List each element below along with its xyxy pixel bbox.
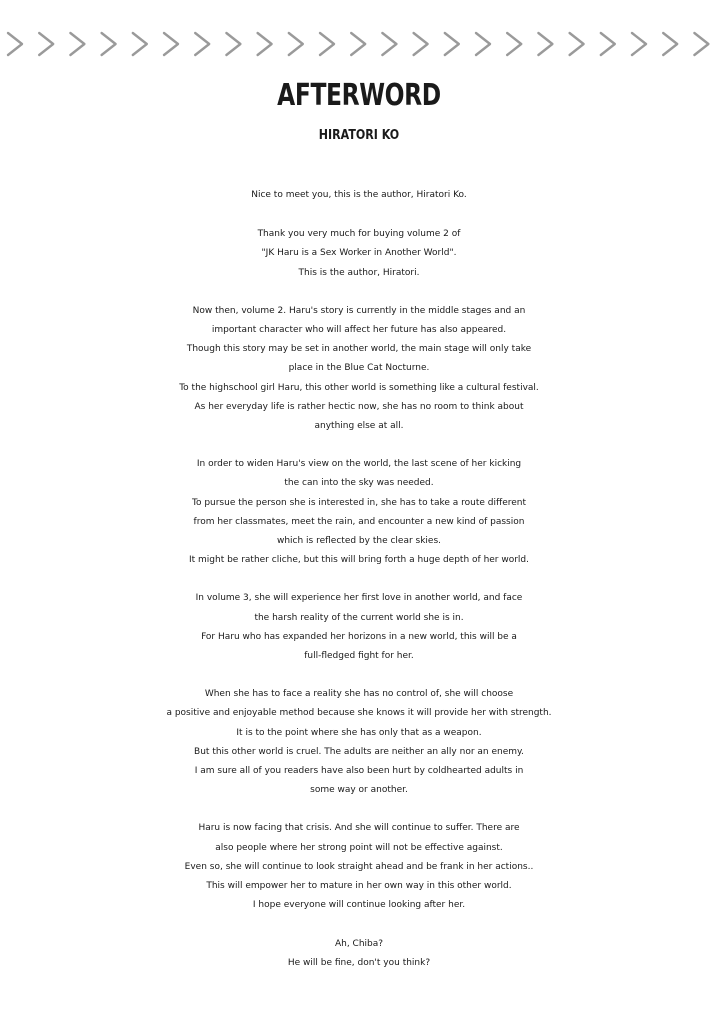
text-line: Now then, volume 2. Haru's story is currently in the middle stages and an xyxy=(192,305,526,316)
text-line: This will empower her to mature in her own way in this other world. xyxy=(206,881,512,892)
chevron-border xyxy=(0,26,718,62)
text-line: which is reflected by the clear skies. xyxy=(276,536,442,547)
chevron-icon xyxy=(445,33,459,55)
chevron-icon xyxy=(133,33,147,55)
chevron-icon xyxy=(507,33,521,55)
text-line: In order to widen Haru's view on the world, the last scene of her kicking xyxy=(196,459,522,470)
text-line: He will be fine, don't you think? xyxy=(287,957,431,968)
text-line: I am sure all of you readers have also been hurt by coldhearted adults in xyxy=(194,766,524,777)
chevron-icon xyxy=(414,33,428,55)
text-line: Thank you very much for buying volume 2 of xyxy=(257,229,461,240)
text-line: In volume 3, she will experience her first love in another world, and face xyxy=(195,593,523,604)
text-line: "JK Haru is a Sex Worker in Another World". xyxy=(261,248,457,259)
afterword-body xyxy=(0,186,718,992)
paragraph xyxy=(0,685,718,800)
chevron-icon xyxy=(195,33,209,55)
chevron-icon xyxy=(164,33,178,55)
chevron-border-icon xyxy=(0,26,718,62)
text-line: Nice to meet you, this is the author, Hiratori Ko. xyxy=(251,190,467,200)
chevron-icon xyxy=(39,33,53,55)
text-line: To pursue the person she is interested in, she has to take a route different xyxy=(191,497,527,508)
chevron-icon xyxy=(663,33,677,55)
chevron-icon xyxy=(538,33,552,55)
chevron-icon xyxy=(351,33,365,55)
chevron-icon xyxy=(289,33,303,55)
text-line: I hope everyone will continue looking after her. xyxy=(252,900,466,911)
paragraph xyxy=(0,302,718,436)
text-line: When she has to face a reality she has no control of, she will choose xyxy=(204,689,514,700)
text-line: from her classmates, meet the rain, and encounter a new kind of passion xyxy=(193,516,525,527)
text-line: a positive and enjoyable method because she knows it will provide her with strength. xyxy=(166,708,552,719)
chevron-icon xyxy=(102,33,116,55)
text-line: This is the author, Hiratori. xyxy=(298,267,420,278)
text-line: As her everyday life is rather hectic now, she has no room to think about xyxy=(194,401,524,412)
page-title: AFTERWORD xyxy=(277,78,441,113)
text-line: Ah, Chiba? xyxy=(334,938,384,949)
text-line: the harsh reality of the current world she is in. xyxy=(254,612,464,623)
paragraph xyxy=(0,819,718,915)
text-line: some way or another. xyxy=(310,785,408,796)
text-line: full-fledged fight for her. xyxy=(304,651,414,662)
text-line: For Haru who has expanded her horizons in a new world, this will be a xyxy=(201,631,517,642)
text-line: also people where her strong point will not be effective against. xyxy=(215,842,503,853)
text-line: Though this story may be set in another world, the main stage will only take xyxy=(186,344,532,355)
paragraph xyxy=(0,589,718,666)
paragraph xyxy=(0,455,718,570)
chevron-icon xyxy=(382,33,396,55)
chevron-icon xyxy=(476,33,490,55)
text-line: the can into the sky was needed. xyxy=(284,478,434,489)
text-line: It is to the point where she has only that as a weapon. xyxy=(236,727,482,738)
chevron-icon xyxy=(70,33,84,55)
author-name: HIRATORI KO xyxy=(318,128,400,143)
text-line: important character who will affect her future has also appeared. xyxy=(211,325,507,336)
chevron-icon xyxy=(570,33,584,55)
paragraph xyxy=(0,225,718,283)
paragraph xyxy=(0,186,718,205)
chevron-icon xyxy=(226,33,240,55)
text-line: To the highschool girl Haru, this other world is something like a cultural festival. xyxy=(179,382,539,393)
text-line: But this other world is cruel. The adults are neither an ally nor an enemy. xyxy=(194,746,524,757)
text-line: anything else at all. xyxy=(314,421,404,432)
text-line: Haru is now facing that crisis. And she will continue to suffer. There are xyxy=(198,823,520,834)
chevron-icon xyxy=(320,33,334,55)
chevron-icon xyxy=(694,33,708,55)
text-line: It might be rather cliche, but this will bring forth a huge depth of her world. xyxy=(188,555,530,566)
chevron-icon xyxy=(258,33,272,55)
chevron-icon xyxy=(632,33,646,55)
chevron-icon xyxy=(601,33,615,55)
text-line: Even so, she will continue to look straight ahead and be frank in her actions.. xyxy=(184,861,534,872)
paragraph xyxy=(0,935,718,973)
chevron-icon xyxy=(8,33,22,55)
text-line: place in the Blue Cat Nocturne. xyxy=(288,363,430,374)
